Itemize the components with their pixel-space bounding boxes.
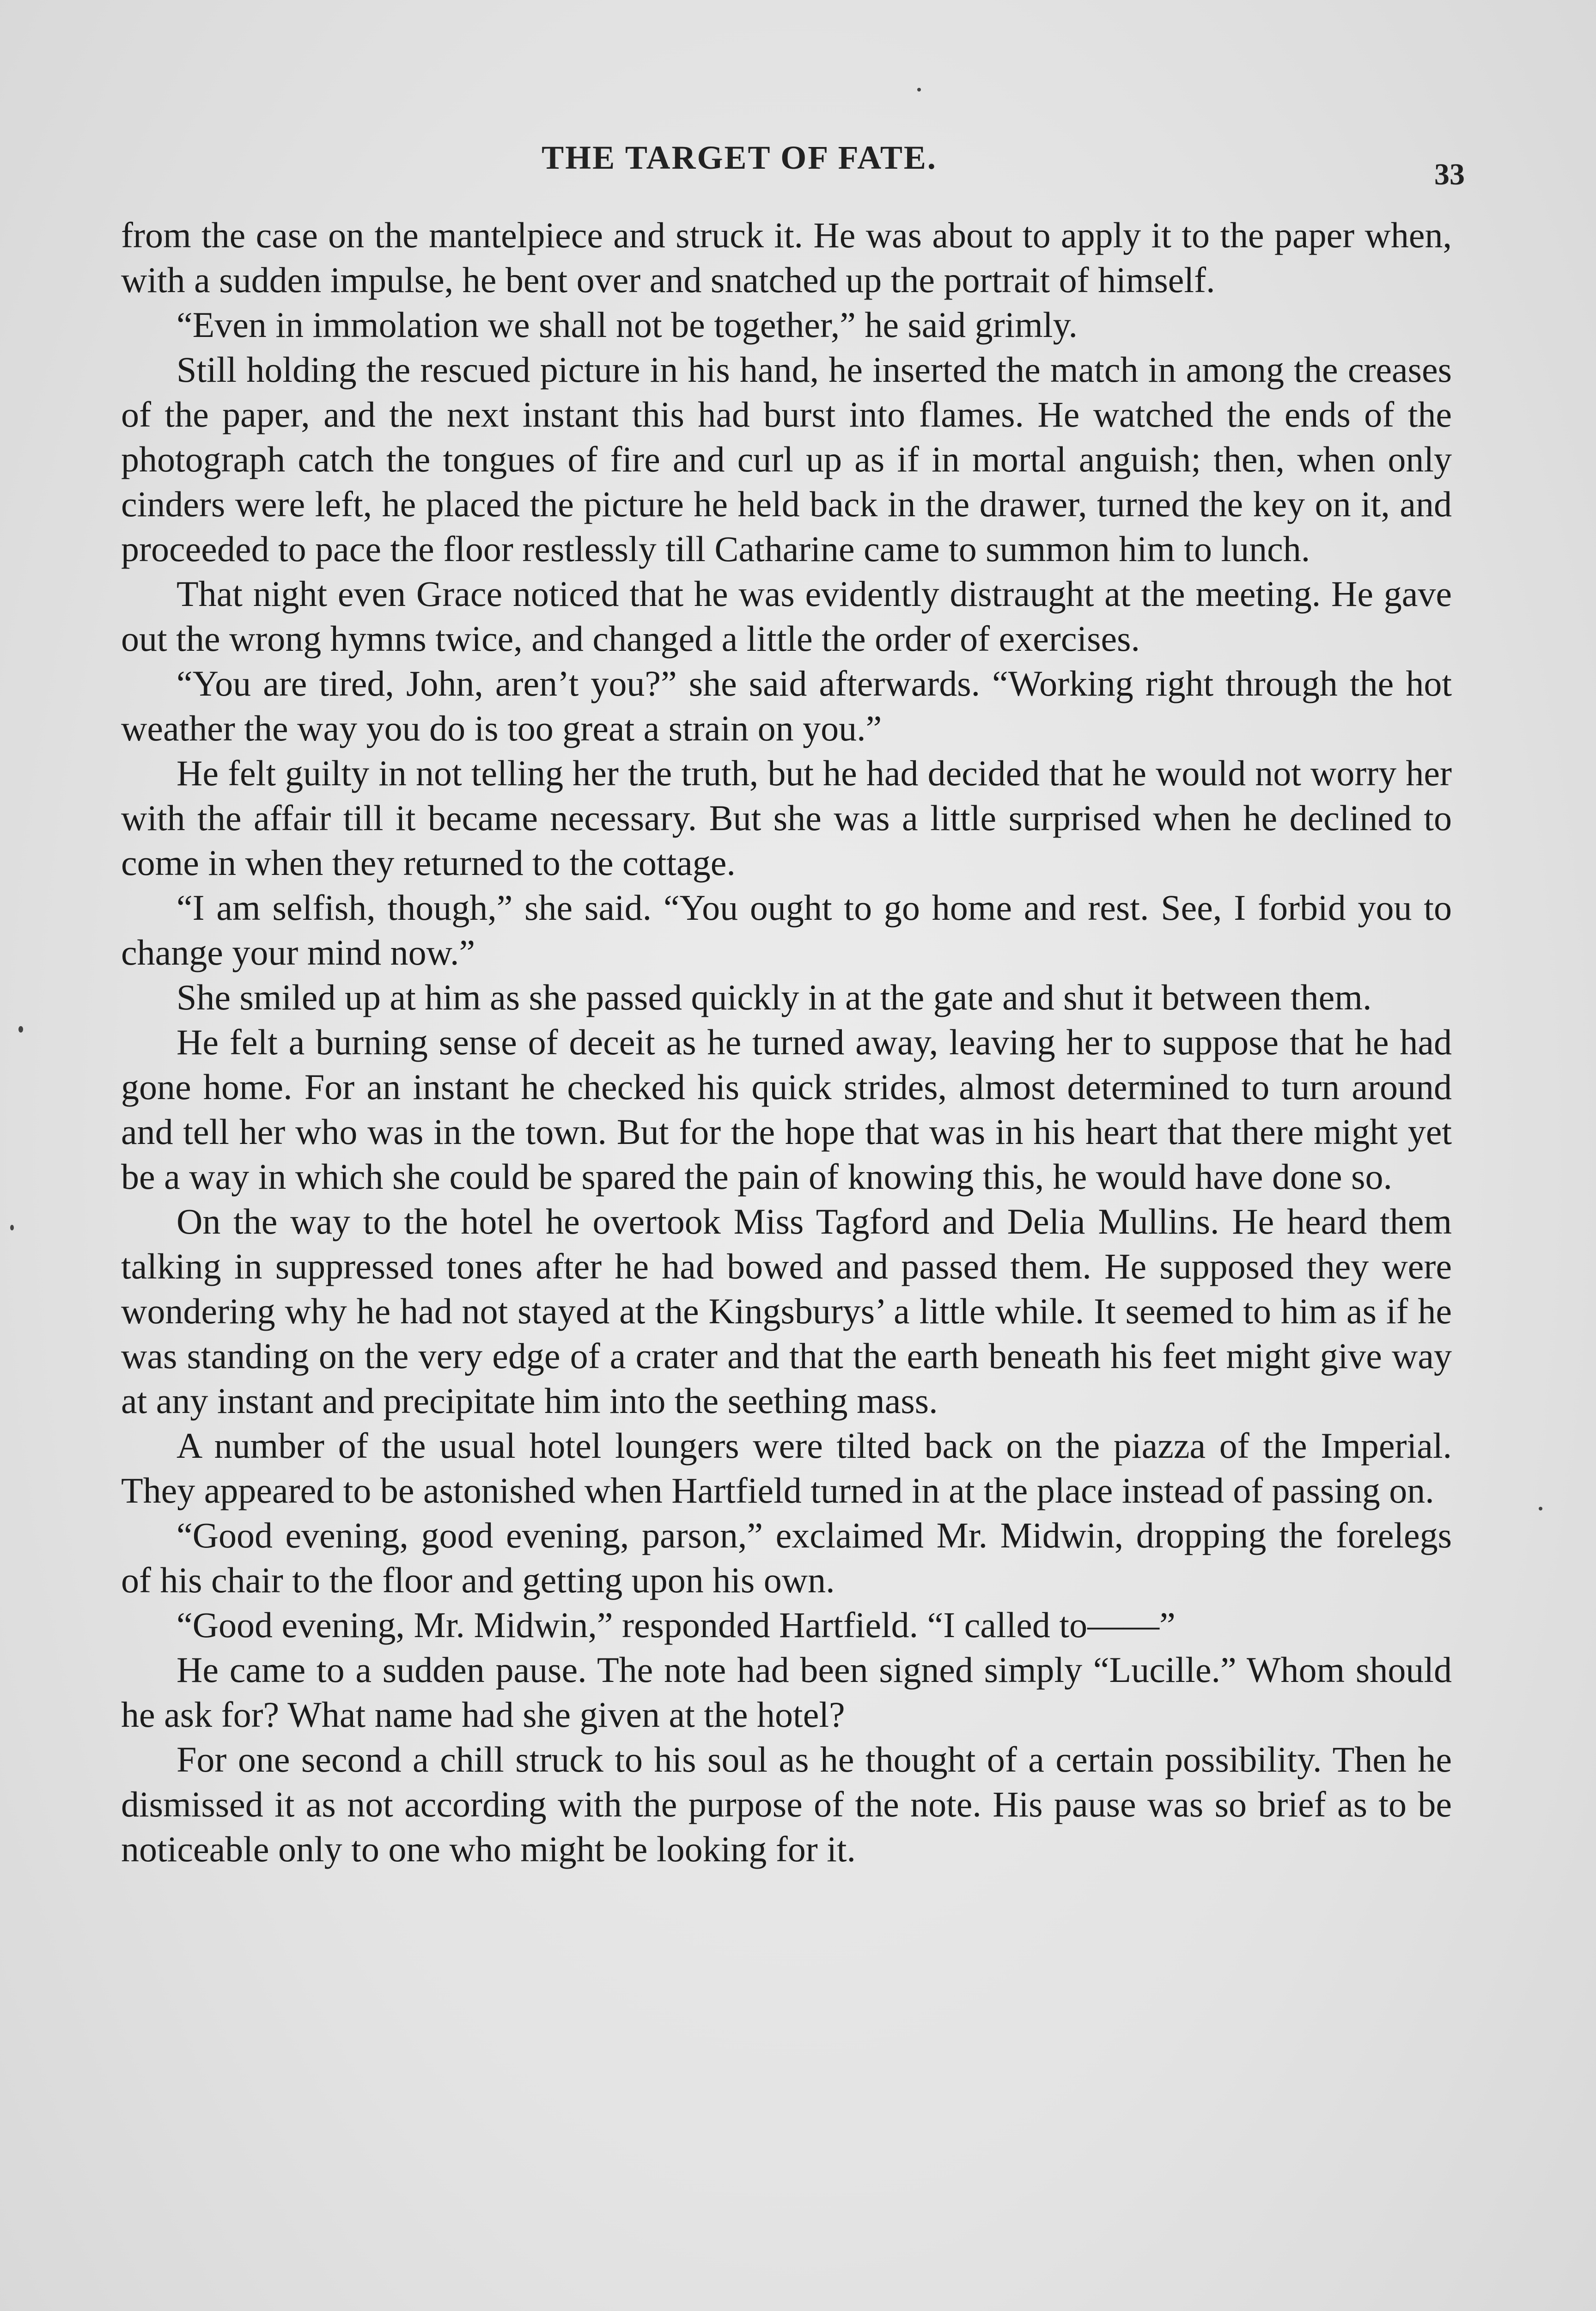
paragraph: He felt a burning sense of deceit as he turned away, leaving her to suppose that he had gone home. For an instant he checked his quick strides, almost determined to turn around and tell her who was in the town. But for the hope that was in his heart that there might yet be a way in which she could be spared the pain of knowing this, he would have done so. (121, 1022, 1452, 1197)
paragraph: “Good evening, good evening, parson,” exclaimed Mr. Midwin, dropping the forelegs of his chair to the floor and getting upon his own. (121, 1515, 1452, 1600)
paragraph: Still holding the rescued picture in his hand, he inserted the match in among the creases of the paper, and the next instant this had burst into flames. He watched the ends of the photograph catch the tongues of fire and curl up as if in mortal anguish; then, when only cinders were left, he placed the picture he held back in the drawer, turned the key on it, and proceeded to pace the floor restlessly till Catharine came to summon him to lunch. (121, 349, 1452, 569)
paragraph: “Even in immolation we shall not be together,” he said grimly. (177, 305, 1078, 345)
paragraph: “Good evening, Mr. Midwin,” responded Hartfield. “I called to——” (177, 1605, 1176, 1645)
paragraph: He came to a sudden pause. The note had been signed simply “Lucille.” Whom should he ask for? What name had she given at the hotel? (121, 1650, 1452, 1735)
paragraph: from the case on the mantelpiece and struck it. He was about to apply it to the paper when, with a sudden impulse, he bent over and snatched up the portrait of himself. (121, 215, 1452, 300)
paragraph: A number of the usual hotel loungers were tilted back on the piazza of the Imperial. They appeared to be astonished when Hartfield turned in at the place instead of passing on. (121, 1425, 1452, 1510)
paragraph: “You are tired, John, aren’t you?” she said afterwards. “Working right through the hot weather the way you do is too great a strain on you.” (121, 663, 1452, 748)
paper-speck (10, 1225, 14, 1230)
body-text (121, 213, 1452, 1871)
paragraph: She smiled up at him as she passed quickly in at the gate and shut it between them. (177, 977, 1372, 1017)
paper-speck (917, 88, 921, 92)
page-number: 33 (1434, 158, 1465, 191)
paragraph: For one second a chill struck to his soul as he thought of a certain possibility. Then he dismissed it as not according with the purpose of the note. His pause was so brief as to be noticeable only to one who might be looking for it. (121, 1739, 1452, 1869)
paper-speck (1539, 1507, 1542, 1510)
running-title: THE TARGET OF FATE. (542, 139, 937, 176)
paragraph: On the way to the hotel he overtook Miss Tagford and Delia Mullins. He heard them talking in suppressed tones after he had bowed and passed them. He supposed they were wondering why he had not stayed at the Kingsburys’ a little while. It seemed to him as if he was standing on the very edge of a crater and that the earth beneath his feet might give way at any instant and precipitate him into the seething mass. (121, 1201, 1452, 1421)
paragraph: He felt guilty in not telling her the truth, but he had decided that he would not worry her with the affair till it became necessary. But she was a little surprised when he declined to come in when they returned to the cottage. (121, 753, 1452, 883)
paper-speck (18, 1026, 23, 1033)
paragraph: That night even Grace noticed that he was evidently distraught at the meeting. He gave out the wrong hymns twice, and changed a little the order of exercises. (121, 574, 1452, 659)
paragraph: “I am selfish, though,” she said. “You ought to go home and rest. See, I forbid you to change your mind now.” (121, 887, 1452, 972)
